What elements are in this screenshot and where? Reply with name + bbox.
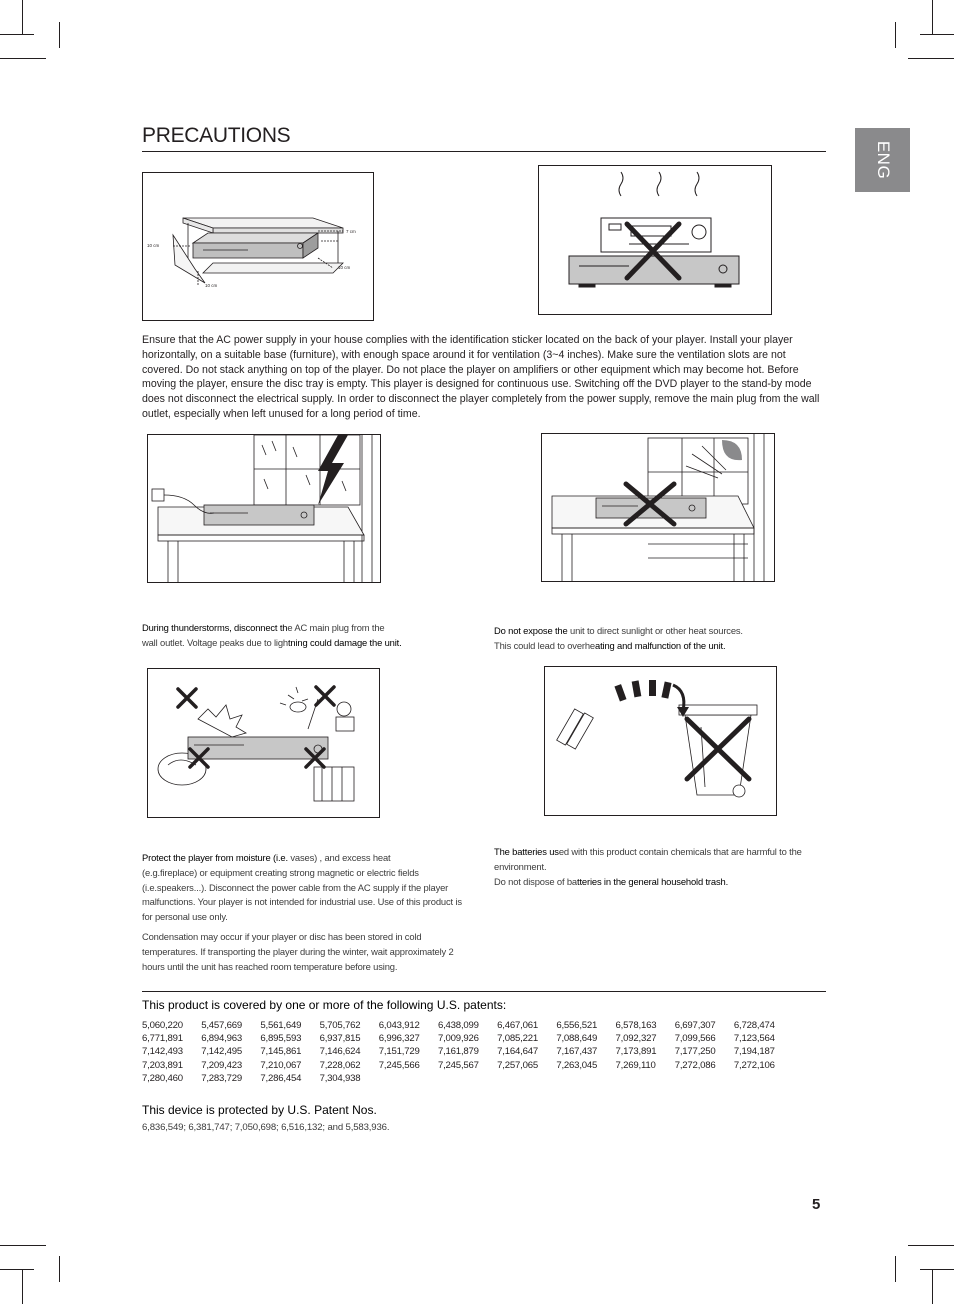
patent-number: 7,209,423 [201,1059,243,1071]
caption-text: e AC main plug from the [287,622,385,633]
sunlight-figure [541,433,775,582]
patent-number: 7,088,649 [556,1033,598,1045]
patent-number: 7,272,086 [674,1059,716,1071]
patent-number: 7,146,624 [319,1046,361,1058]
crop-mark [895,22,896,48]
patent-number: 6,578,163 [615,1020,657,1031]
sunlight-caption [494,624,824,654]
caption-text: The batteries us [494,846,559,857]
caption-text: tning could damage the unit. [287,636,402,648]
language-tab-label: ENG [873,140,893,180]
patent-number: 7,177,250 [674,1046,716,1058]
device-patent-numbers: 6,836,549; 6,381,747; 7,050,698; 6,516,132; and 5,583,936. [142,1122,390,1133]
batteries-caption [494,845,824,889]
patent-number: 7,099,566 [674,1033,716,1045]
dimension-label: 10 cm [338,265,351,270]
patent-row [142,1072,822,1085]
patent-number: 7,280,460 [142,1072,183,1084]
patent-number: 7,228,062 [319,1059,361,1071]
dimension-label: 10 cm [205,283,218,288]
patents-heading: This product is covered by one or more of the following U.S. patents: [142,998,507,1012]
patent-number: 6,467,061 [497,1020,539,1031]
no-stacking-figure [538,165,772,315]
crop-mark [0,1269,34,1270]
patent-number: 6,937,815 [319,1033,361,1045]
patent-number: 7,173,891 [615,1046,657,1058]
patent-number: 7,304,938 [319,1072,361,1084]
patent-row [142,1019,822,1032]
patent-number: 7,283,729 [201,1072,243,1084]
caption-text: Protect the player from moisture (i.e. [142,852,288,863]
patent-number: 7,245,567 [437,1059,479,1071]
language-tab [855,128,910,192]
patent-row [142,1032,822,1045]
crop-mark [59,22,60,48]
patent-number: 6,728,474 [733,1020,775,1031]
page-title: PRECAUTIONS [142,124,826,152]
patent-number: 7,272,106 [733,1059,775,1071]
patent-row [142,1045,822,1058]
battery-disposal-figure [544,666,777,816]
caption-text: tteries in the general household trash. [577,875,729,887]
crop-mark [920,34,954,35]
patent-number: 7,194,187 [733,1046,775,1058]
intro-paragraph: Ensure that the AC power supply in your house complies with the identification sticker located on the back of your player. Install your player horizontally, on a suitable base (furniture), with enough space around it for ventilation (3~4 inches). Make sure the ventilation slots are not covered. Do not stack anything on top of the player. Do not place the player on amplifiers or other equipment which may become hot. Before moving the player, ensure the disc tray is empty. This player is designed for continuous use. Switching off the DVD player to the stand-by mode does not disconnect the electrical supply. In order to disconnect the player completely from the power supply, remove the main plug from the wall outlet, especially when left unused for a long period of time. [142,334,820,420]
patent-number: 6,043,912 [378,1020,420,1031]
crop-mark [908,58,954,59]
patent-number: 6,697,307 [674,1020,716,1031]
moisture-heat-figure [147,668,380,818]
patent-number: 7,203,891 [142,1059,183,1071]
patent-number: 6,438,099 [437,1020,479,1031]
crop-mark [22,1270,23,1304]
patent-number: 7,167,437 [556,1046,598,1058]
moisture-caption [142,851,470,979]
crop-mark [22,0,23,34]
thunderstorm-caption [142,621,462,651]
patent-number: 7,164,647 [497,1046,539,1058]
patent-number: 5,705,762 [319,1020,361,1031]
crop-mark [0,34,34,35]
patent-number: 7,151,729 [378,1046,420,1058]
crop-mark [908,1245,954,1246]
crop-mark [59,1256,60,1282]
patent-number: 7,210,067 [260,1059,302,1071]
patent-number: 7,286,454 [260,1072,302,1084]
caption-text: ating and malfunction of the unit. [595,639,726,651]
condensation-note: Condensation may occur if your player or disc has been stored in cold temperatures. If transporting the player during the winter, wait approximately 2 hours until the unit has reached room temperature before using. [142,930,454,972]
patent-number: 6,771,891 [142,1033,183,1045]
crop-mark [0,1245,46,1246]
crop-mark [895,1256,896,1282]
patent-number: 7,142,495 [201,1046,243,1058]
ventilation-figure [142,172,374,321]
patent-number: 6,894,963 [201,1033,243,1045]
caption-text: This could lead to overhe [494,639,596,651]
patent-number: 7,269,110 [615,1059,656,1071]
device-patents-heading: This device is protected by U.S. Patent Nos. [142,1103,377,1117]
page-number: 5 [812,1196,821,1213]
crop-mark [932,1270,933,1304]
patent-number: 7,145,861 [260,1046,302,1058]
section-divider [142,991,826,992]
patent-number: 7,142,493 [142,1046,183,1058]
caption-text: Do not expose the [494,625,568,636]
dimension-label: 10 cm [147,243,160,248]
dimension-label: 7 cm [346,229,356,234]
patent-number-table [142,1019,822,1085]
thunderstorm-figure [147,434,381,583]
patent-number: 6,556,521 [556,1020,598,1031]
crop-mark [932,0,933,34]
patent-number: 6,996,327 [378,1033,420,1045]
patent-number: 7,263,045 [556,1059,598,1071]
crop-mark [920,1269,954,1270]
patent-number: 7,161,879 [437,1046,479,1058]
caption-text: Do not dispose of ba [494,875,577,887]
patent-number: 7,245,566 [378,1059,420,1071]
patent-number: 5,561,649 [260,1020,302,1031]
patent-number: 7,085,221 [497,1033,539,1045]
caption-text: (e.g.fireplace) or equipment creating strong magnetic or electric fields (i.e.speakers...). Disconnect the power cable from the AC supply if the player malfunctions. Your player is not intended for industrial use. Use of this product is for personal use only. [142,866,462,923]
patent-number: 7,257,065 [497,1059,539,1071]
crop-mark [0,58,46,59]
patent-number: 5,060,220 [142,1020,183,1031]
patent-number: 6,895,593 [260,1033,302,1045]
patent-number: 7,092,327 [615,1033,657,1045]
caption-text: vases) , and excess heat [287,852,391,863]
patent-number: 7,009,926 [437,1033,479,1045]
patent-number: 5,457,669 [201,1020,243,1031]
caption-text: unit to direct sunlight or other heat sources. [567,625,743,636]
caption-text: ed with this product contain chemicals that are harmful to the environment. [494,846,802,872]
caption-text: During thunderstorms, disconnect th [142,622,288,633]
caption-text: wall outlet. Voltage peaks due to ligh [142,636,288,648]
patent-row [142,1059,822,1072]
patent-number: 7,123,564 [733,1033,775,1045]
